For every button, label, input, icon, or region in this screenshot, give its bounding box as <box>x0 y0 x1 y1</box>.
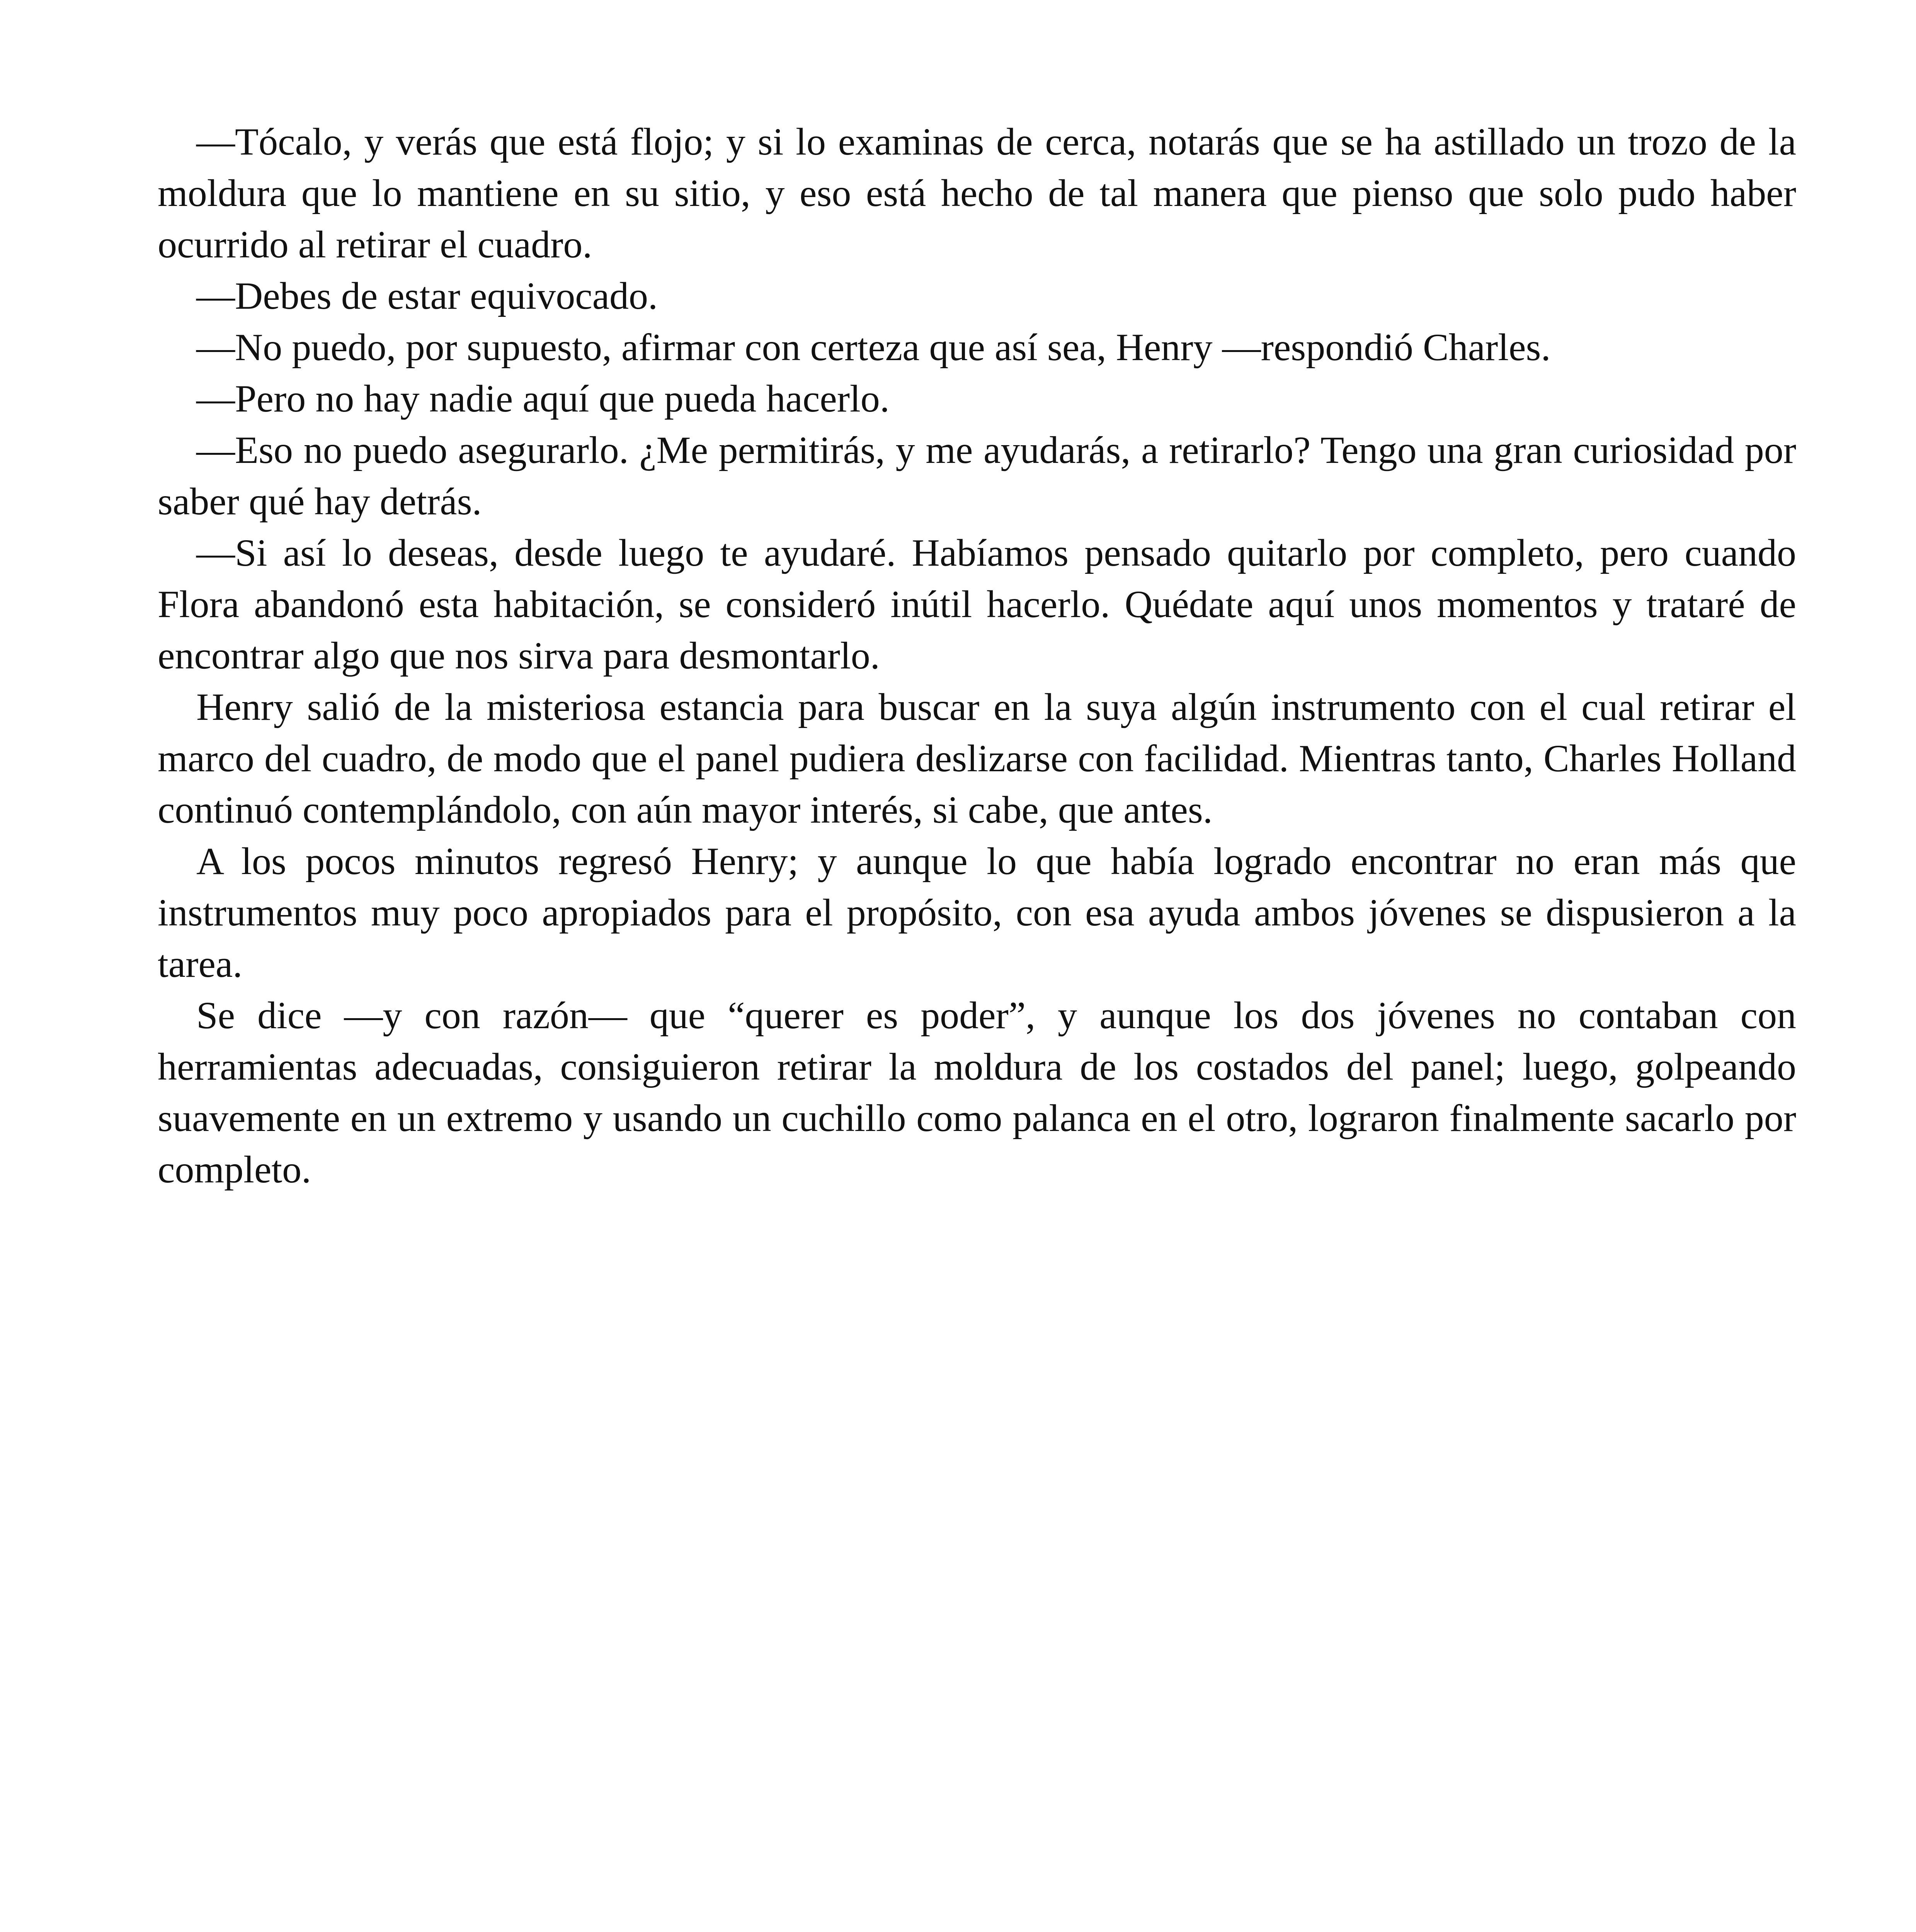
paragraph: —Pero no hay nadie aquí que pueda hacerlo. <box>196 377 890 420</box>
paragraph: Henry salió de la misteriosa estancia para buscar en la suya algún instrumento con el cual retirar el marco del cuadro, de modo que el panel pudiera deslizarse con facilidad. Mientras tanto, Charles Holland continuó contemplándolo, con aún mayor interés, si cabe, que antes. <box>158 685 1796 831</box>
paragraph: —No puedo, por supuesto, afirmar con certeza que así sea, Henry —respondió Charles. <box>196 326 1551 369</box>
paragraph: —Debes de estar equivocado. <box>196 274 658 317</box>
paragraph: A los pocos minutos regresó Henry; y aunque lo que había logrado encontrar no eran más que instrumentos muy poco apropiados para el propósito, con esa ayuda ambos jóvenes se dispusieron a la tarea. <box>158 840 1796 985</box>
paragraph: —Eso no puedo asegurarlo. ¿Me permitirás, y me ayudarás, a retirarlo? Tengo una gran curiosidad por saber qué hay detrás. <box>158 429 1796 523</box>
paragraph: —Si así lo deseas, desde luego te ayudaré. Habíamos pensado quitarlo por completo, pero cuando Flora abandonó esta habitación, se consideró inútil hacerlo. Quédate aquí unos momentos y trataré de encontrar algo que nos sirva para desmontarlo. <box>158 531 1796 677</box>
paragraph: Se dice —y con razón— que “querer es poder”, y aunque los dos jóvenes no contaban con herramientas adecuadas, consiguieron retirar la moldura de los costados del panel; luego, golpeando suavemente en un extremo y usando un cuchillo como palanca en el otro, lograron finalmente sacarlo por completo. <box>158 994 1796 1191</box>
body-text <box>158 116 1796 1195</box>
paragraph: —Tócalo, y verás que está flojo; y si lo examinas de cerca, notarás que se ha astillado un trozo de la moldura que lo mantiene en su sitio, y eso está hecho de tal manera que pienso que solo pudo haber ocurrido al retirar el cuadro. <box>158 120 1796 266</box>
